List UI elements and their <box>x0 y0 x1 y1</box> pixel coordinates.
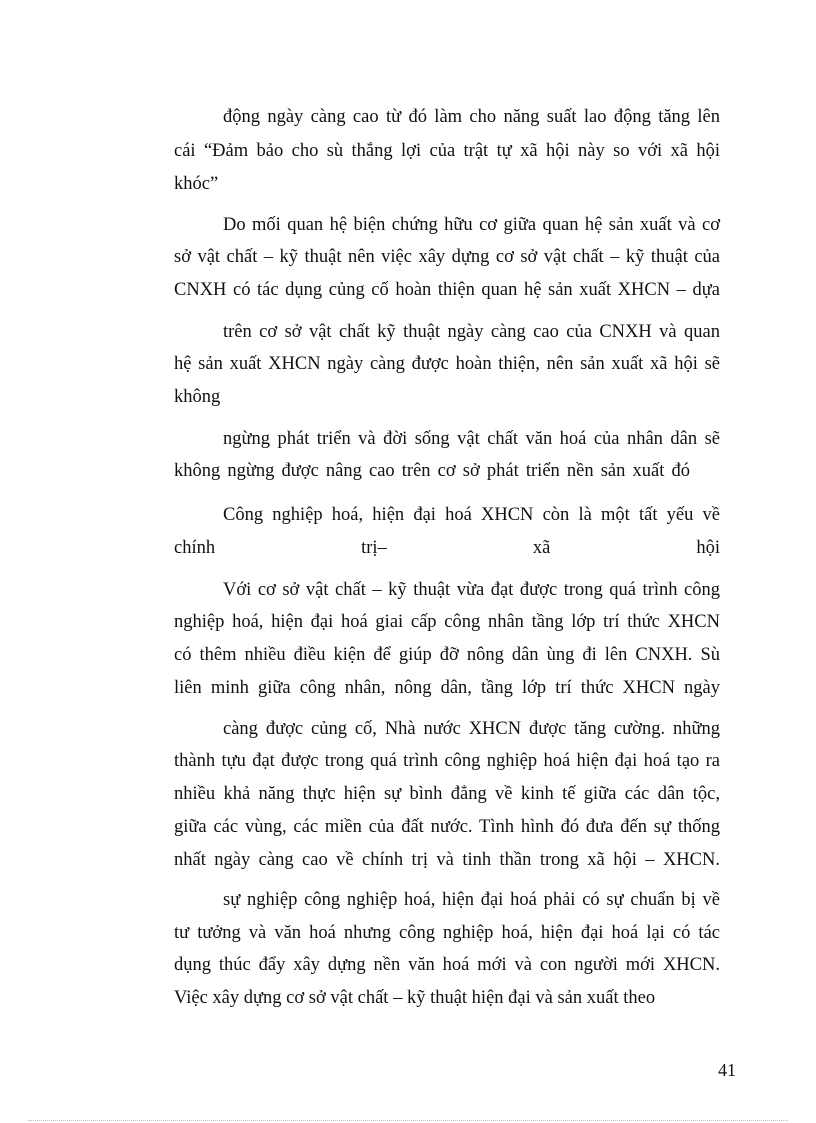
text-line: giữa các vùng, các miền của đất nước. Tình hình đó đưa đến sự thống <box>174 817 720 837</box>
text-line: ngừng phát triển và đời sống vật chất văn hoá của nhân dân sẽ <box>223 429 720 449</box>
text-line: có thêm nhiều điều kiện để giúp đỡ nông dân ùng đi lên CNXH. Sù <box>174 645 720 665</box>
text-line: thành tựu đạt được trong quá trình công nghiệp hoá hiện đại hoá tạo ra <box>174 751 720 771</box>
text-line: động ngày càng cao từ đó làm cho năng suất lao động tăng lên <box>223 107 720 127</box>
text-line: dụng thúc đẩy xây dựng nền văn hoá mới và con người mới XHCN. <box>174 955 720 975</box>
text-line: không <box>174 387 221 407</box>
text-line: sở vật chất – kỹ thuật nên việc xây dựng cơ sở vật chất – kỹ thuật của <box>174 247 720 267</box>
text-line: tư tưởng và văn hoá nhưng công nghiệp hoá, hiện đại hoá lại có tác <box>174 923 720 943</box>
text-line: liên minh giữa công nhân, nông dân, tầng lớp trí thức XHCN ngày <box>174 678 720 698</box>
text-line: sự nghiệp công nghiệp hoá, hiện đại hoá phải có sự chuẩn bị về <box>223 890 720 910</box>
text-line: cái “Đảm bảo cho sù thắng lợi của trật tự xã hội này so với xã hội <box>174 141 720 161</box>
text-line: chính trị– xã hội <box>174 538 720 558</box>
page-bottom-divider <box>28 1120 788 1121</box>
text-line: càng được củng cố, Nhà nước XHCN được tăng cường. những <box>223 719 720 739</box>
text-line: Do mối quan hệ biện chứng hữu cơ giữa quan hệ sản xuất và cơ <box>223 215 720 235</box>
text-line: hệ sản xuất XHCN ngày càng được hoàn thiện, nên sản xuất xã hội sẽ <box>174 354 720 374</box>
text-line: Với cơ sở vật chất – kỹ thuật vừa đạt được trong quá trình công <box>223 580 720 600</box>
text-line: Công nghiệp hoá, hiện đại hoá XHCN còn là một tất yếu về <box>223 505 720 525</box>
text-line: CNXH có tác dụng củng cố hoàn thiện quan hệ sản xuất XHCN – dựa <box>174 280 720 300</box>
text-line: nhất ngày càng cao về chính trị và tinh thần trong xã hội – XHCN. <box>174 850 720 870</box>
text-line: nghiệp hoá, hiện đại hoá giai cấp công nhân tầng lớp trí thức XHCN <box>174 612 720 632</box>
text-line: không ngừng được nâng cao trên cơ sở phát triển nền sản xuất đó <box>174 461 690 481</box>
page-number: 41 <box>718 1060 736 1080</box>
text-line: khóc” <box>174 174 219 194</box>
text-line: Việc xây dựng cơ sở vật chất – kỹ thuật hiện đại và sản xuất theo <box>174 988 656 1008</box>
text-line: trên cơ sở vật chất kỹ thuật ngày càng cao của CNXH và quan <box>223 322 720 342</box>
text-line: nhiều khả năng thực hiện sự bình đẳng về kinh tế giữa các dân tộc, <box>174 784 720 804</box>
